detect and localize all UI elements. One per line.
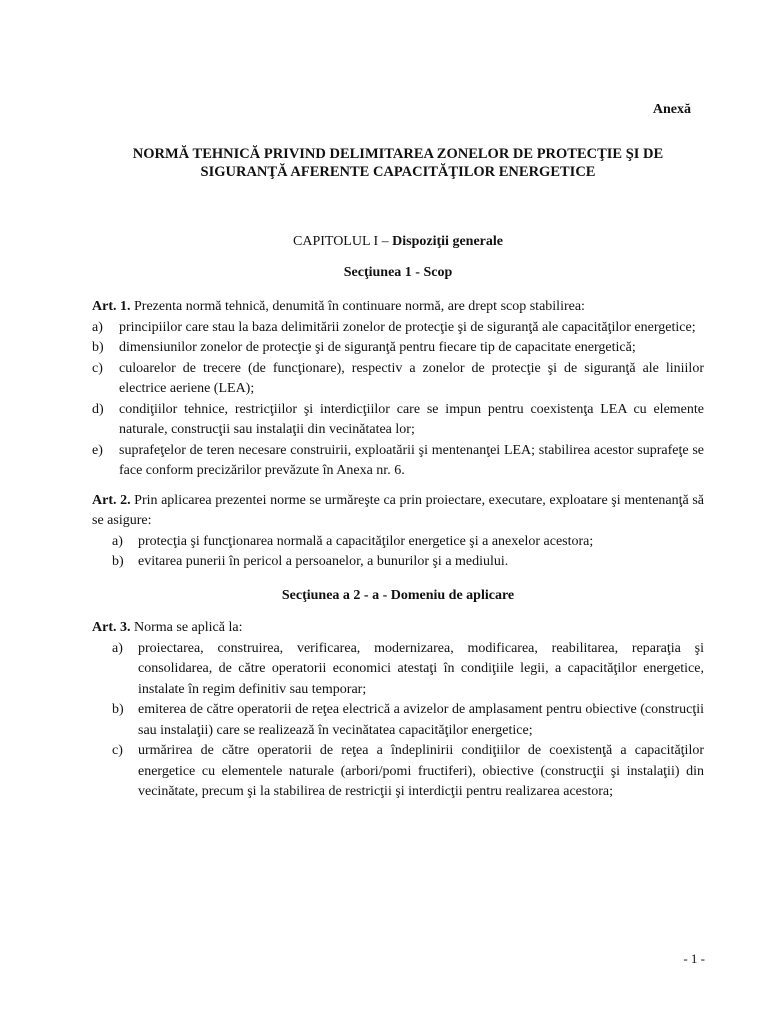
art-3-paragraph bbox=[92, 618, 704, 639]
chapter-title: Dispoziţii generale bbox=[392, 234, 503, 249]
art-1-item bbox=[92, 318, 704, 339]
item-text: protecţia şi funcţionarea normală a capacităţilor energetice şi a anexelor acestora; bbox=[138, 533, 594, 549]
art-1-item bbox=[92, 338, 704, 359]
item-text: condiţiilor tehnice, restricţiilor şi interdicţiilor care se impun pentru coexistenţa LEA cu elemente naturale, construcţii sau instalaţii din vecinătatea lor; bbox=[119, 401, 704, 437]
art-2-item bbox=[92, 532, 704, 553]
item-marker: c) bbox=[112, 743, 123, 758]
item-text: urmărirea de către operatorii de reţea a îndeplinirii condiţiilor de coexistenţă a capacităţilor energetice cu elementele naturale (arbori/pomi fructiferi), obiective (construcţii şi instalaţii) din vecinătate, precum şi la stabilirea de restricţii şi interdicţii pentru realizarea acestora; bbox=[138, 743, 704, 799]
section-1-heading: Secţiunea 1 - Scop bbox=[343, 265, 453, 280]
item-marker: e) bbox=[92, 442, 103, 458]
art-2-paragraph bbox=[92, 491, 704, 532]
art-1-paragraph bbox=[92, 297, 704, 318]
art-1-text: Prezenta normă tehnică, denumită în continuare normă, are drept scop stabilirea: bbox=[130, 299, 585, 314]
art-2-item bbox=[92, 552, 704, 573]
art-1-item bbox=[92, 359, 704, 400]
art-1-item bbox=[92, 400, 704, 441]
item-marker: a) bbox=[112, 533, 123, 549]
title-line-2: SIGURANŢĂ AFERENTE CAPACITĂŢILOR ENERGETICE bbox=[200, 164, 596, 180]
item-marker: a) bbox=[112, 640, 123, 656]
art-2-text: Prin aplicarea prezentei norme se urmăreşte ca prin proiectare, executare, exploatare şi mentenanţă să se asigure: bbox=[92, 492, 704, 528]
art-2-label: Art. 2. bbox=[92, 492, 131, 508]
item-marker: b) bbox=[112, 554, 124, 569]
item-text: suprafeţelor de teren necesare construirii, exploatării şi mentenanţei LEA; stabilirea acestor suprafeţe se face conform precizărilor prevăzute în Anexa nr. 6. bbox=[119, 442, 704, 478]
section-2-heading: Secţiunea a 2 - a - Domeniu de aplicare bbox=[281, 587, 515, 603]
art-1-item bbox=[92, 441, 704, 482]
art-3-label: Art. 3. bbox=[92, 620, 131, 635]
chapter-heading bbox=[92, 234, 704, 250]
item-marker: c) bbox=[92, 360, 103, 376]
item-text: evitarea punerii în pericol a persoanelor, a bunurilor şi a mediului. bbox=[138, 554, 509, 569]
document-body bbox=[92, 297, 704, 803]
annex-label: Anexă bbox=[652, 102, 691, 117]
item-text: culoarelor de trecere (de funcţionare), respectiv a zonelor de protecţie şi de siguranţă ale liniilor electrice aeriene (LEA); bbox=[119, 360, 704, 396]
item-text: dimensiunilor zonelor de protecţie şi de siguranţă pentru fiecare tip de capacitate energetică; bbox=[119, 340, 636, 355]
item-text: emiterea de către operatorii de reţea electrică a avizelor de amplasament pentru obiective (construcţii sau instalaţii) care se realizează în vecinătatea capacităţilor energetice; bbox=[138, 702, 704, 738]
chapter-prefix: CAPITOLUL I – bbox=[293, 234, 393, 249]
item-text: proiectarea, construirea, verificarea, modernizarea, modificarea, reabilitarea, reparaţia şi consolidarea, de către operatorii economici atestaţi în condiţiile legii, a capacităţilor energetice, instalate în regim definitiv sau temporar; bbox=[138, 640, 704, 697]
title-line-1: NORMĂ TEHNICĂ PRIVIND DELIMITAREA ZONELOR DE PROTECŢIE ŞI DE bbox=[132, 146, 664, 162]
item-marker: d) bbox=[92, 401, 104, 417]
art-3-item bbox=[92, 741, 704, 803]
art-3-item bbox=[92, 639, 704, 701]
document-title bbox=[92, 145, 704, 181]
item-marker: b) bbox=[112, 702, 124, 717]
spacer bbox=[92, 482, 704, 491]
art-1-label: Art. 1. bbox=[92, 299, 131, 314]
page-number: - 1 - bbox=[683, 951, 705, 966]
item-marker: a) bbox=[92, 319, 103, 335]
item-marker: b) bbox=[92, 340, 104, 355]
art-3-item bbox=[92, 700, 704, 741]
item-text: principiilor care stau la baza delimitării zonelor de protecţie şi de siguranţă ale capacităţilor energetice; bbox=[119, 319, 696, 335]
art-3-text: Norma se aplică la: bbox=[130, 620, 243, 635]
